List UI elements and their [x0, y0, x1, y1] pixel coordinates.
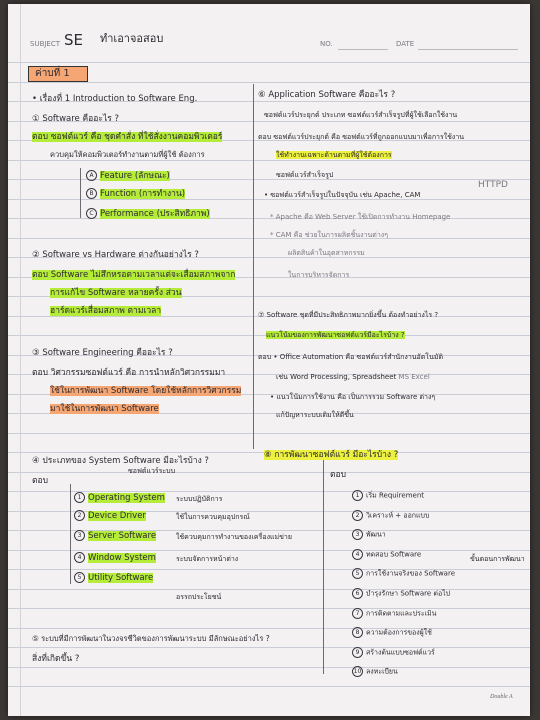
- q5-line1: ⑤ ระบบที่มีการพัฒนาในวงจรชีวิตของการพัฒนาระบบ มีลักษณะอย่างไร ?: [32, 634, 270, 643]
- r-q2-line2: แนวโน้มของการพัฒนาซอฟต์แวร์มีอะไรบ้าง ?: [266, 331, 405, 339]
- r-q4-item: 8 ความต้องการของผู้ใช้: [352, 627, 432, 638]
- q2-line1: ตอบ Software ไม่สึกหรอตามเวลาแต่จะเสื่อมสภาพจาก: [32, 270, 236, 280]
- ruled-line: [8, 550, 530, 551]
- r-q4-item: 5 การใช้งานจริงของ Software: [352, 568, 455, 579]
- r-q4-item: 6 บำรุงรักษา Software ต่อไป: [352, 588, 450, 599]
- r-q1-line5: • ซอฟต์แวร์สำเร็จรูปในปัจจุบัน เช่น Apache, CAM: [264, 191, 421, 199]
- r-q1-line7: * CAM คือ ช่วยในการผลิตชิ้นงานต่างๆ: [270, 231, 388, 239]
- no-underline: [338, 49, 388, 50]
- r-q4-item: 10 ลงทะเบียน: [353, 667, 398, 676]
- r-q4-item: 4 ทดสอบ Software: [352, 549, 421, 560]
- ruled-line: [8, 608, 530, 609]
- subject-label: SUBJECT: [30, 40, 61, 48]
- ruled-line: [8, 472, 530, 473]
- chapter-label: ค่าบที่ 1: [28, 66, 88, 82]
- r-q1-line8: ผลิตสินค้าในอุตสาหกรรม: [288, 249, 365, 257]
- ruled-line: [8, 667, 530, 668]
- no-label: NO.: [320, 40, 333, 48]
- r-q4-item: 3 พัฒนา: [352, 529, 386, 540]
- r-q1-title: ⑥ Application Software คืออะไร ?: [258, 90, 396, 100]
- r-q4-item: 1 เริ่ม Requirement: [352, 490, 424, 501]
- q1-answer-line2: ควบคุมให้คอมพิวเตอร์ทำงานตามที่ผู้ใช้ ต้องการ: [50, 150, 205, 159]
- r-q4-title: ⑧ การพัฒนาซอฟต์แวร์ มีอะไรบ้าง ?: [264, 450, 399, 460]
- r-q3-line1: ตอบ • Office Automation คือ ซอฟต์แวร์สำนักงานอัตโนมัติ: [258, 353, 444, 361]
- q4-item-note: ระบบปฏิบัติการ: [176, 495, 223, 503]
- r-q1-stamp: HTTPD: [478, 180, 508, 190]
- q1-answer-line1: ตอบ ซอฟต์แวร์ คือ ชุดคำสั่ง ที่ใช้สั่งงานคอมพิวเตอร์: [32, 132, 223, 142]
- r-q1-line2: ตอบ ซอฟต์แวร์ประยุกต์ คือ ซอฟต์แวร์ที่ถูกออกแบบมาเพื่อการใช้งาน: [258, 133, 465, 141]
- q4-answer-label: ตอบ: [32, 476, 49, 486]
- q3-title: ③ Software Engineering คืออะไร ?: [32, 348, 173, 358]
- q4-item: 1 Operating System: [74, 492, 165, 503]
- ruled-line: [8, 62, 530, 63]
- topic-heading: • เรื่องที่ 1 Introduction to Software Eng.: [32, 94, 198, 104]
- q4-bracket: [70, 484, 71, 584]
- column-divider: [253, 84, 254, 449]
- q4-title: ④ ประเภทของ System Software มีอะไรบ้าง ?: [32, 456, 209, 466]
- q4-item: 3 Server Software: [74, 530, 156, 541]
- r-q4-item: 7 การติดตามและประเมิน: [352, 608, 436, 619]
- q4-item: 2 Device Driver: [74, 510, 146, 521]
- q4-item: 5 Utility Software: [74, 572, 153, 583]
- q4-item-note: ใช้ในการควบคุมอุปกรณ์: [176, 513, 250, 521]
- q3-line1: ตอบ วิศวกรรมซอฟต์แวร์ คือ การนำหลักวิศวกรรมมา: [32, 368, 226, 378]
- r-q4-item: 9 สร้างต้นแบบซอฟต์แวร์: [352, 647, 435, 658]
- r-q3-line2: เช่น Word Processing, Spreadsheet MS Excel: [276, 373, 430, 381]
- r-q4-item: 2 วิเคราะห์ + ออกแบบ: [352, 510, 429, 521]
- r-q2-title: ⑦ Software ชุดที่มีประสิทธิภาพมากยิ่งขึ้น ต้องทำอย่างไร ?: [258, 311, 439, 319]
- q2-title: ② Software vs Hardware ต่างกันอย่างไร ?: [32, 250, 199, 260]
- paper-brand: Double A: [490, 694, 513, 700]
- q1-bracket: [80, 168, 81, 218]
- q1-item: A Feature (ลักษณะ): [86, 170, 170, 181]
- r-q1-line9: ในการบริหารจัดการ: [288, 271, 350, 279]
- q4-item-note: อรรถประโยชน์: [176, 593, 222, 601]
- date-underline: [418, 49, 518, 50]
- ruled-line: [8, 433, 530, 434]
- r-q4-answer-label: ตอบ: [330, 470, 347, 480]
- q2-line3: ฮาร์ดแวร์เสื่อมสภาพ ตามเวลา: [50, 306, 162, 316]
- ruled-line: [8, 647, 530, 648]
- q1-title: ① Software คืออะไร ?: [32, 114, 120, 124]
- q5-line2: สิ่งที่เกิดขึ้น ?: [32, 654, 80, 664]
- date-label: DATE: [396, 40, 415, 48]
- q4-item-note: ระบบจัดการหน้าต่าง: [176, 555, 239, 563]
- subject-value: SE: [64, 31, 83, 49]
- q4-item-note: ใช้ควบคุมการทำงานของเครื่องแม่ข่าย: [176, 533, 292, 541]
- ruled-line: [8, 589, 530, 590]
- r-q4-side-note: ขั้นตอนการพัฒนา: [470, 555, 525, 563]
- q3-line3: มาใช้ในการพัฒนา Software: [50, 404, 159, 414]
- q1-item: B Function (การทำงาน): [86, 188, 185, 199]
- r-q3-line4: แก้ปัญหาระบบเดิมให้ดีขึ้น: [276, 411, 354, 419]
- margin-line: [20, 4, 21, 716]
- column-divider-lower: [323, 459, 324, 674]
- r-q1-line3: ใช้ทำงานเฉพาะด้านตามที่ผู้ใช้ต้องการ: [276, 151, 392, 159]
- q1-item: C Performance (ประสิทธิภาพ): [86, 208, 210, 219]
- notebook-page: [8, 4, 530, 716]
- r-q3-line3: • แนวโน้มการใช้งาน คือ เป็นการรวม Software ต่างๆ: [270, 393, 436, 401]
- ruled-line: [8, 628, 530, 629]
- r-q1-line6: * Apache คือ Web Server ใช้เปิดการทำงาน Homepage: [270, 213, 451, 221]
- q4-note: ซอฟต์แวร์ระบบ: [128, 467, 176, 475]
- q2-line2: การแก้ไข Software หลายครั้ง ส่วน: [50, 288, 182, 298]
- page-title: ทำเอาจอสอบ: [100, 32, 164, 45]
- ruled-line: [8, 238, 530, 239]
- r-q1-line4: ซอฟต์แวร์สำเร็จรูป: [276, 171, 334, 179]
- r-q1-line1: ซอฟต์แวร์ประยุกต์ ประเภท ซอฟต์แวร์สำเร็จรูปที่ผู้ใช้เลือกใช้งาน: [264, 111, 458, 119]
- q4-item: 4 Window System: [74, 552, 156, 563]
- ruled-line: [8, 686, 530, 687]
- q3-line2: ใช้ในการพัฒนา Software โดยใช้หลักการวิศวกรรม: [50, 386, 242, 396]
